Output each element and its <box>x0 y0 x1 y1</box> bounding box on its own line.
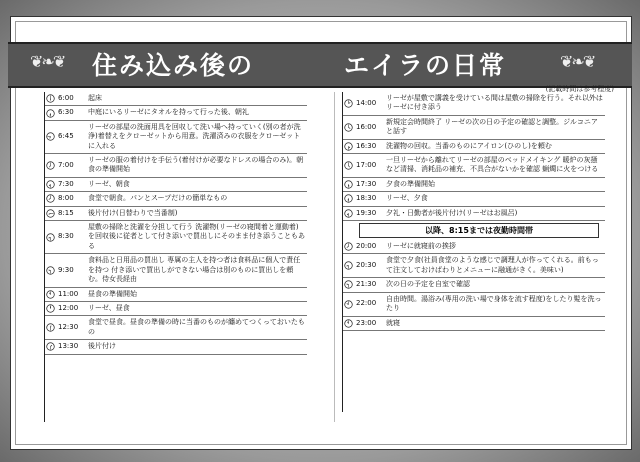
clock-icon <box>343 278 354 291</box>
clock-icon <box>45 302 56 315</box>
schedule-time: 20:30 <box>356 261 377 270</box>
schedule-row <box>45 340 307 354</box>
schedule-description <box>86 154 307 177</box>
schedule-text: 起床 <box>88 94 102 102</box>
schedule-row <box>343 254 605 278</box>
schedule-text: 食堂で朝食。パンとスープだけの簡単なもの <box>88 194 228 203</box>
schedule-text: 次の日の予定を自室で確認 <box>386 280 470 289</box>
night-shift-subheader: 以降、8:15までは夜勤時間帯 <box>359 223 599 238</box>
schedule-row <box>45 106 307 120</box>
clock-icon <box>45 221 56 253</box>
clock-icon <box>343 116 354 139</box>
schedule-description <box>384 192 605 205</box>
schedule-text: 就寝 <box>386 318 400 327</box>
clock-icon <box>45 207 56 220</box>
schedule-text: 食堂で昼食。昼食の準備の時に当番のものが纏めてつくっておいたもの <box>88 318 305 336</box>
schedule-time: 16:30 <box>356 141 377 150</box>
schedule-time: 20:00 <box>356 242 377 251</box>
schedule-left-column <box>44 92 307 422</box>
title-right: エイラの日常 <box>344 51 507 80</box>
schedule-description <box>86 254 307 286</box>
schedule-text: 自由時間。湯浴み(専用の洗い場で身体を流す程度)をしたり髪を洗ったり <box>386 294 602 313</box>
clock-icon <box>343 207 354 220</box>
schedule-time: 6:30 <box>58 108 74 117</box>
schedule-description <box>384 278 605 291</box>
schedule-text: 新規定会時間終了 リーゼの次の日の予定の確認と調整。ジルコニアと話す <box>386 117 598 136</box>
schedule-description <box>384 207 605 220</box>
clock-icon <box>45 154 56 177</box>
clock-icon <box>343 178 354 191</box>
schedule-text: 後片付け <box>88 342 116 351</box>
schedule-description <box>86 178 307 191</box>
schedule-row <box>45 192 307 206</box>
schedule-time: 8:30 <box>58 232 74 241</box>
schedule-row <box>45 154 307 178</box>
schedule-description <box>86 207 307 220</box>
schedule-text: リーゼが屋敷で講義を受けている間は屋敷の掃除を行う。それ以外はリーゼに付き添う <box>386 94 603 112</box>
schedule-time: 19:30 <box>356 208 377 217</box>
schedule-description <box>384 154 605 177</box>
schedule-description <box>384 240 605 253</box>
clock-icon <box>343 293 354 316</box>
schedule-right-column <box>342 92 605 412</box>
schedule-description <box>384 140 605 153</box>
schedule-description <box>384 254 605 277</box>
schedule-time: 8:15 <box>58 208 74 217</box>
schedule-time: 18:30 <box>356 194 377 203</box>
center-divider <box>334 92 335 422</box>
schedule-time: 12:00 <box>58 303 79 312</box>
schedule-text: 食料品と日用品の買出し 専属の主人を持つ者は食料品に個人で責任を持つ 付き添いで買出しができない場合は別のものに買出しを頼む。侍女長経由 <box>88 256 301 284</box>
clock-icon <box>45 288 56 301</box>
schedule-time: 6:45 <box>58 132 74 141</box>
clock-icon <box>45 340 56 353</box>
schedule-text: 後片付け(日替わりで当番制) <box>88 208 178 217</box>
schedule-row <box>343 178 605 192</box>
clock-icon <box>343 240 354 253</box>
schedule-description <box>384 178 605 191</box>
schedule-time: 17:00 <box>356 160 377 169</box>
schedule-row <box>45 221 307 254</box>
schedule-description <box>384 116 605 139</box>
clock-icon <box>45 121 56 153</box>
schedule-description <box>86 121 307 153</box>
schedule-row <box>45 92 307 106</box>
schedule-text: リーゼ、朝食 <box>88 179 130 188</box>
schedule-row <box>45 302 307 316</box>
schedule-row <box>45 207 307 221</box>
schedule-row <box>343 207 605 221</box>
schedule-text: リーゼの部屋の洗面用具を回収して洗い場へ持っていく(別の者が洗浄)着替えをクローゼットから用意。洗濯済みの衣服をクローゼットに入れる <box>88 122 301 150</box>
schedule-text: 食堂で夕食(社員食堂のような感じで調理人が作ってくれる。前もって注文しておけばわりとメニューに融通がきく。美味い) <box>386 256 599 274</box>
schedule-row <box>45 178 307 192</box>
schedule-row <box>343 278 605 292</box>
schedule-time: 9:30 <box>58 265 74 274</box>
schedule-row <box>343 293 605 317</box>
schedule-row <box>45 254 307 287</box>
schedule-text: リーゼ、昼食 <box>88 303 130 312</box>
schedule-time: 7:30 <box>58 179 74 188</box>
schedule-row <box>343 140 605 154</box>
clock-icon <box>343 154 354 177</box>
schedule-description <box>86 192 307 205</box>
schedule-row <box>45 288 307 302</box>
clock-icon <box>45 106 56 119</box>
clock-icon <box>45 254 56 286</box>
schedule-description <box>86 340 307 353</box>
schedule-text: 中庭にいるリーゼにタオルを持って行った後、朝礼 <box>88 108 249 117</box>
schedule-time: 13:30 <box>58 342 79 351</box>
flourish-ornament-right: ❦❧❦ <box>560 52 595 71</box>
clock-icon <box>45 178 56 191</box>
schedule-text: 一旦リーゼから離れてリーゼの部屋のベッドメイキング 暖炉の灰掻など清掃、消耗品の補充、不具合がないかを確認 蝋燭に火をつける <box>386 156 599 174</box>
schedule-row <box>343 154 605 178</box>
schedule-row <box>45 121 307 154</box>
clock-icon <box>45 92 56 105</box>
clock-icon <box>343 92 354 115</box>
schedule-description <box>86 92 307 105</box>
schedule-description <box>384 92 605 115</box>
flourish-ornament-left: ❦❧❦ <box>30 52 65 71</box>
schedule-time: 17:30 <box>356 179 377 188</box>
schedule-description <box>86 106 307 119</box>
schedule-time: 7:00 <box>58 160 74 169</box>
schedule-row <box>343 116 605 140</box>
schedule-time: 22:00 <box>356 299 377 308</box>
clock-icon <box>343 140 354 153</box>
schedule-description <box>384 293 605 316</box>
schedule-text: リーゼ、夕食 <box>386 194 428 203</box>
schedule-time: 6:00 <box>58 94 74 102</box>
schedule-text: 洗濯物の回収。当番のものにアイロン(ひのし)を頼む <box>386 141 552 150</box>
schedule-time: 8:00 <box>58 194 74 203</box>
schedule-description <box>86 316 307 339</box>
schedule-text: 屋敷の掃除と洗濯を分担して行う 洗濯物(リーゼの寝間着と運動着)を回収後に従者として付き添いで買出しにそのまま付き添うこともある <box>88 223 305 250</box>
schedule-text: 昼食の準備開始 <box>88 289 137 298</box>
schedule-time: 21:30 <box>356 280 377 289</box>
schedule-time: 14:00 <box>356 98 377 107</box>
schedule-description <box>86 221 307 253</box>
schedule-row <box>343 192 605 206</box>
schedule-description <box>86 302 307 315</box>
reference-note: (記載時間は参考程度) <box>545 85 614 93</box>
schedule-row <box>343 317 605 331</box>
schedule-time: 16:00 <box>356 122 377 131</box>
clock-icon <box>45 192 56 205</box>
clock-icon <box>45 316 56 339</box>
schedule-row <box>343 92 605 116</box>
schedule-text: 夕食の準備開始 <box>386 179 435 188</box>
schedule-time: 23:00 <box>356 318 377 327</box>
schedule-text: リーゼの服の着付けを手伝う(着付けが必要なドレスの場合のみ)。朝食の準備開始 <box>88 156 304 174</box>
clock-icon <box>343 192 354 205</box>
title-left: 住み込み後の <box>92 51 255 80</box>
schedule-description <box>384 317 605 330</box>
schedule-row <box>45 316 307 340</box>
schedule-time: 12:30 <box>58 323 79 332</box>
schedule-text: 夕礼・日勤者が後片付け(リーゼはお風呂) <box>386 208 518 217</box>
clock-icon <box>343 317 354 330</box>
schedule-text: リーゼに就寝前の挨拶 <box>386 242 456 251</box>
schedule-time: 11:00 <box>58 289 79 298</box>
clock-icon <box>343 254 354 277</box>
schedule-description <box>86 288 307 301</box>
schedule-row <box>343 240 605 254</box>
